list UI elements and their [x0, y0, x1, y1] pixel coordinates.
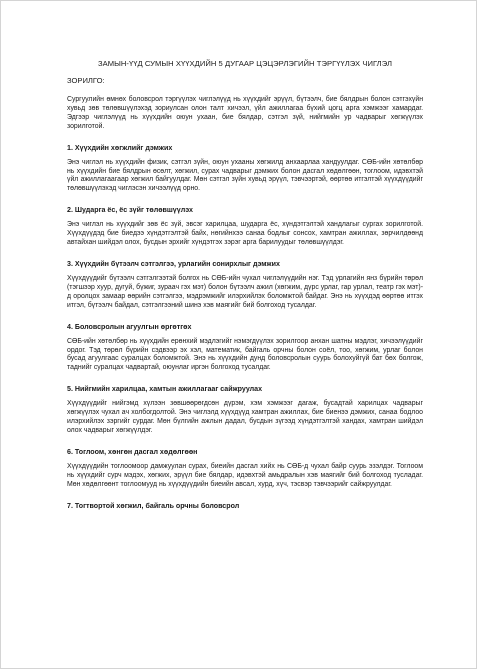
section-body: Хүүхдүүдийн тоглоомоор дамжуулан сурах, биеийн дасгал хийх нь СӨБ-д чухал байр суурь эзэлдэг. Тоглоом нь хүүхдийг сурч мэдэх, хөгжих, эрүүл бие бялдар, идэвхтэй амьдралын хэв маягийг бий болгоход тусладаг. Мөн хөдөлгөөнт тоглоомууд нь хүүхдүүдийн биеийн авсал, хурд, хүч, тэсвэр тэвчээрийг сайжруулдаг. — [67, 462, 423, 488]
section-7 — [67, 501, 423, 511]
section-body: Хүүхдүүдийг нийгэмд хүлээн зөвшөөрөгдсөн дүрэм, хэм хэмжээг дагаж, бусадтай харилцах чадварыг хөгжүүлэх чухал ач холбогдолтой. Энэ чиглэлд хүүхдүүд хамтран ажиллах, бие биенээ дэмжих, санаа бодлоо илэрхийлэх зэргийг сурдаг. Мөн бүлгийн ажлын дадал, бусдын зүгээд хүндэтгэлтэй хандах, хамтран шийдэл олох чадварыг хөгжүүлдэг. — [67, 400, 423, 434]
section-6 — [67, 447, 423, 490]
section-2 — [67, 205, 423, 248]
section-body: Хүүхдүүдийг бүтээлч сэтгэлгээтэй болгох нь СӨБ-ийн чухал чиглэлүүдийн нэг. Тэд урлагийн янз бүрийн төрөл (тэгшээр хуур, дугуй, бүжиг, зураач гэх мэт) болон бүтээлч ажил (хөгжим, дүрс урлаг, гар урлал, театр гэх мэт)-д оролцох замаар өөрийн сэтгэлгээ, мэдрэмжийг илэрхийлэх боломжтой байдаг. Энэ нь хүүхдэд өөртөө итгэх итгэл, бүтээлч байдал, сэтгэлгээний шинэ хэв маягийг бий болгоход тусалдаг. — [67, 274, 423, 309]
section-title: 7. Тогтвортой хөгжил, байгаль орчны боловсрол — [67, 501, 240, 510]
section-title: 5. Нийгмийн харилцаа, хамтын ажиллагааг сайжруулах — [67, 385, 263, 394]
section-title: 6. Тоглоом, хөнгөн дасгал хөдөлгөөн — [67, 447, 198, 456]
section-title: 2. Шударга ёс, ёс зүйг төлөвшүүлэх — [67, 206, 193, 215]
intro-paragraph: Сургуулийн өмнөх боловсрол тэргүүлэх чиглэлүүд нь хүүхдийг эрүүл, бүтээлч, бие бялдрын болон сэтгэхүйн хувьд зөв төлөвшүүлэхэд зориулсан олон талт хичээл, үйл ажиллагаа бүхий цогц арга хэмжээг хамардаг. Эдгээр чиглэлүүд нь хүүхдийн оюун ухаан, бие бялдар, сэтгэл зүй, нийгмийн ур чадварыг хөгжүүлэх зорилготой. — [67, 96, 423, 130]
document-title: ЗАМЫН-ҮҮД СУМЫН ХҮҮХДИЙН 5 ДУГААР ЦЭЦЭРЛЭГИЙН ТЭРГҮҮЛЭХ ЧИГЛЭЛ — [97, 59, 393, 68]
section-title: 3. Хүүхдийн бүтээлч сэтгэлгээ, урлагийн сонирхлыг дэмжих — [67, 259, 280, 268]
section-title: 1. Хүүхдийн хөгжлийг дэмжих — [67, 143, 173, 152]
section-4 — [67, 322, 423, 374]
document-content — [67, 59, 423, 517]
section-1 — [67, 143, 423, 195]
section-title: 4. Боловсролын агуулгын өргөтгөх — [67, 322, 192, 331]
section-body: Энэ чиглэл нь хүүхдийн физик, сэтгэл зүйн, оюун ухааны хөгжилд анхаарлаа хандуулдаг. СӨБ-ийн хөтөлбөр нь хүүхдийн бие бялдрын өсөлт, хөгжил, сурах чадварыг дэмжих болон дасгал хөдөлгөөн, тоглоом, идэвхтэй үйл ажиллагаагаар хөгжил байгуулдаг. Мөн сэтгэл зүйн хувьд эрүүл, тэвчээртэй, өөртөө итгэлтэй хүүхдүүдийг төлөвшүүлэхэд чиглэсэн хичээлүүд орно. — [67, 158, 423, 193]
section-body: Энэ чиглэл нь хүүхдийг зөв ёс зүй, эвсэг харилцаа, шударга ёс, хүндэтгэлтэй хандлагыг сургах зорилготой. Хүүхдүүдэд бие биедээ хүндэтгэлтэй байх, нөгийнхээ санаа бодлыг сонсох, хамтран ажиллах, зөрчилдөөнд автайхан шийдэл олох, бусдын эрхийг хүндэтгэх зэрэг арга барилуудыг төлөвшүүлдэг. — [67, 221, 423, 247]
section-5 — [67, 384, 423, 436]
section-body: СӨБ-ийн хөтөлбөр нь хүүхдийн ерөнхий мэдлэгийг нэмэгдүүлэх зорилгоор анхан шатны мэдлэг, хичээлүүдийг ордог. Тэд төрөл бүрийн сэдвээр эх хэл, математик, байгаль орчны болон соёл, тоо, хөгжим, урлаг болон бусад агуулгаас суралцах боломжтой. Энэ нь хүүхдийн дунд боловсролын суурь болохуйгүй бат бөх болгож, таднийг суралцах чадвартай, оюунлаг иргэн болгоход тусалдаг. — [67, 337, 423, 372]
goal-label: ЗОРИЛГО: — [67, 76, 105, 85]
section-3 — [67, 259, 423, 311]
